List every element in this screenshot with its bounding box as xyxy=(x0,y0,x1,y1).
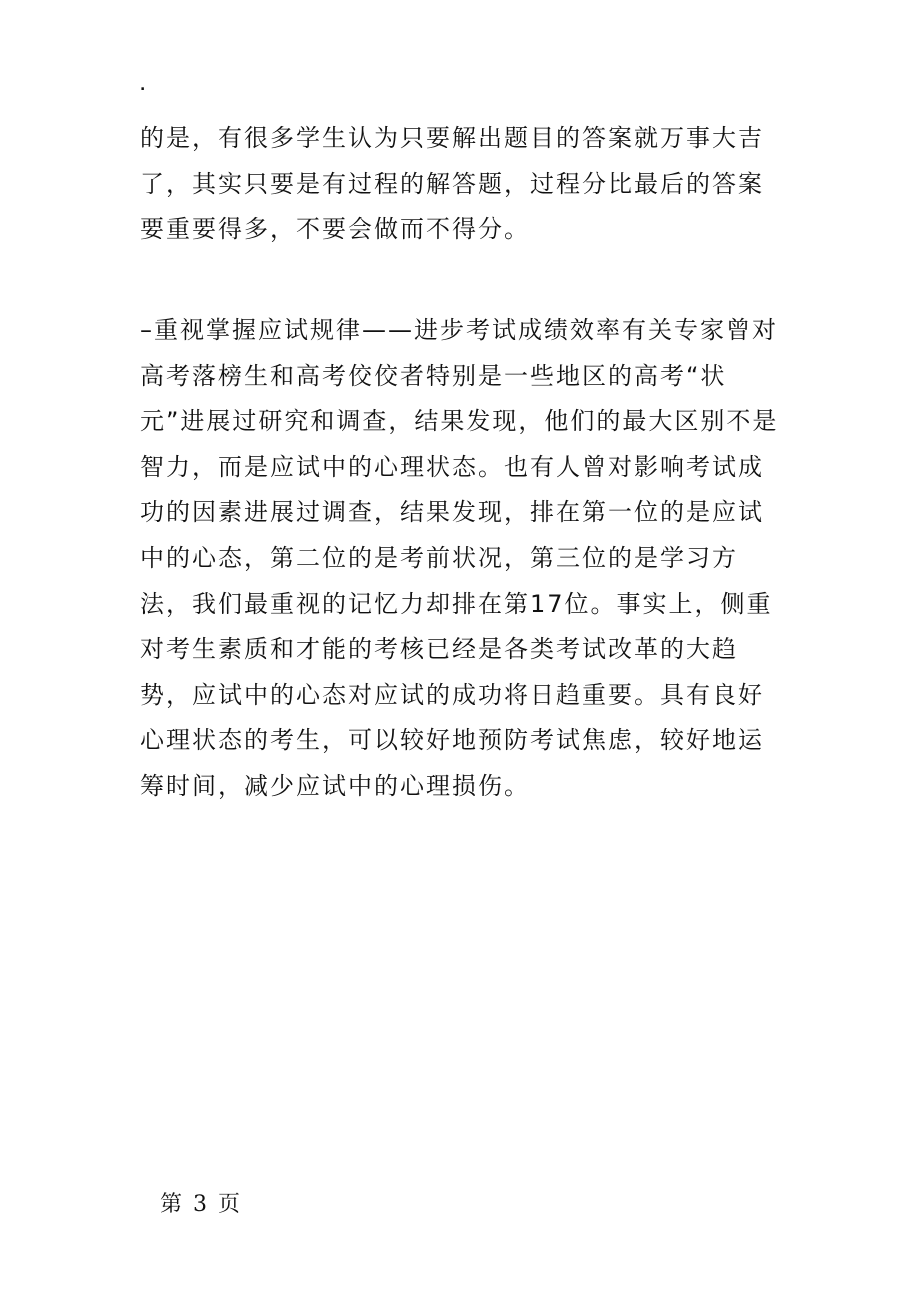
paragraph-1: 的是，有很多学生认为只要解出题目的答案就万事大吉了，其实只要是有过程的解答题，过程分比最后的答案要重要得多，不要会做而不得分。 xyxy=(140,124,764,244)
paragraph-2: –重视掌握应试规律——进步考试成绩效率有关专家曾对高考落榜生和高考佼佼者特别是一些地区的高考“状元”进展过研究和调查，结果发现，他们的最大区别不是智力，而是应试中的心理状态。也有人曾对影响考试成功的因素进展过调查，结果发现，排在第一位的是应试中的心态，第二位的是考前状况，第三位的是学习方法，我们最重视的记忆力却排在第17位。事实上，侧重对考生素质和才能的考核已经是各类考试改革的大趋势，应试中的心态对应试的成功将日趋重要。具有良好心理状态的考生，可以较好地预防考试焦虑，较好地运筹时间，减少应试中的心理损伤。 xyxy=(140,316,779,800)
header-mark: . xyxy=(140,78,146,94)
page-number: 第 3 页 xyxy=(160,1192,242,1217)
